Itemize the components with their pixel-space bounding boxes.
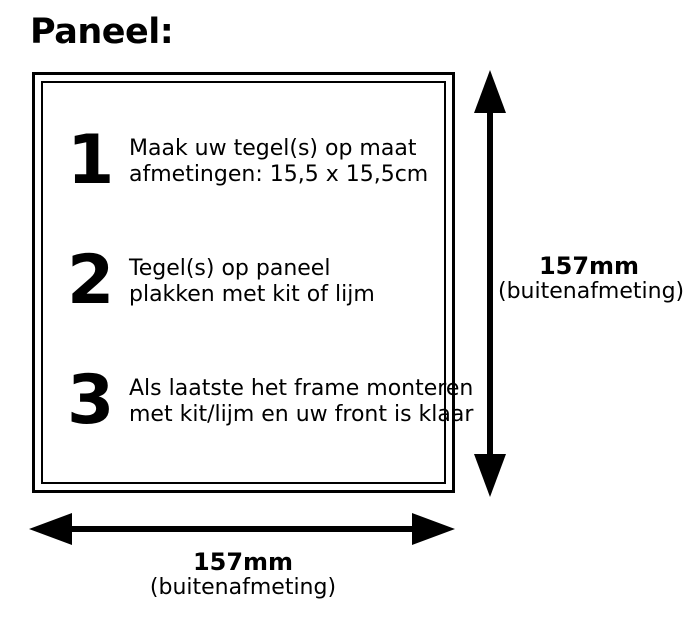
- horizontal-dimension-arrow-icon: [29, 513, 455, 545]
- horizontal-dimension-label: [122, 550, 364, 600]
- vertical-dimension-label: [498, 252, 685, 304]
- arrow-right-head-icon: [412, 513, 455, 545]
- page-title: Paneel:: [30, 12, 174, 52]
- step-2-line-2: plakken met kit of lijm: [129, 282, 375, 307]
- arrow-down-head-icon: [474, 454, 506, 497]
- step-3: [67, 361, 474, 440]
- horizontal-arrow-shaft: [67, 526, 417, 532]
- step-1-number: 1: [67, 121, 115, 200]
- step-3-line-2: met kit/lijm en uw front is klaar: [129, 402, 474, 427]
- step-1-line-1: Maak uw tegel(s) op maat: [129, 136, 417, 161]
- step-1-text: [129, 131, 428, 188]
- arrow-left-head-icon: [29, 513, 72, 545]
- arrow-up-head-icon: [474, 70, 506, 113]
- step-1: [67, 121, 429, 200]
- step-2: [67, 241, 375, 320]
- vertical-arrow-shaft: [487, 108, 493, 459]
- horizontal-dimension-value: 157mm: [192, 548, 294, 576]
- horizontal-dimension-qualifier: (buitenafmeting): [149, 575, 337, 600]
- step-3-line-1: Als laatste het frame monteren: [129, 376, 474, 401]
- vertical-dimension-value: 157mm: [538, 252, 640, 280]
- step-2-text: [129, 251, 375, 308]
- step-2-line-1: Tegel(s) op paneel: [129, 256, 331, 281]
- step-2-number: 2: [67, 241, 115, 320]
- step-3-text: [129, 371, 473, 428]
- panel-outer-box: [32, 72, 474, 493]
- vertical-dimension-qualifier: (buitenafmeting): [498, 279, 685, 304]
- step-1-line-2: afmetingen: 15,5 x 15,5cm: [129, 162, 429, 187]
- panel-inner-box: [41, 81, 474, 484]
- step-3-number: 3: [67, 361, 115, 440]
